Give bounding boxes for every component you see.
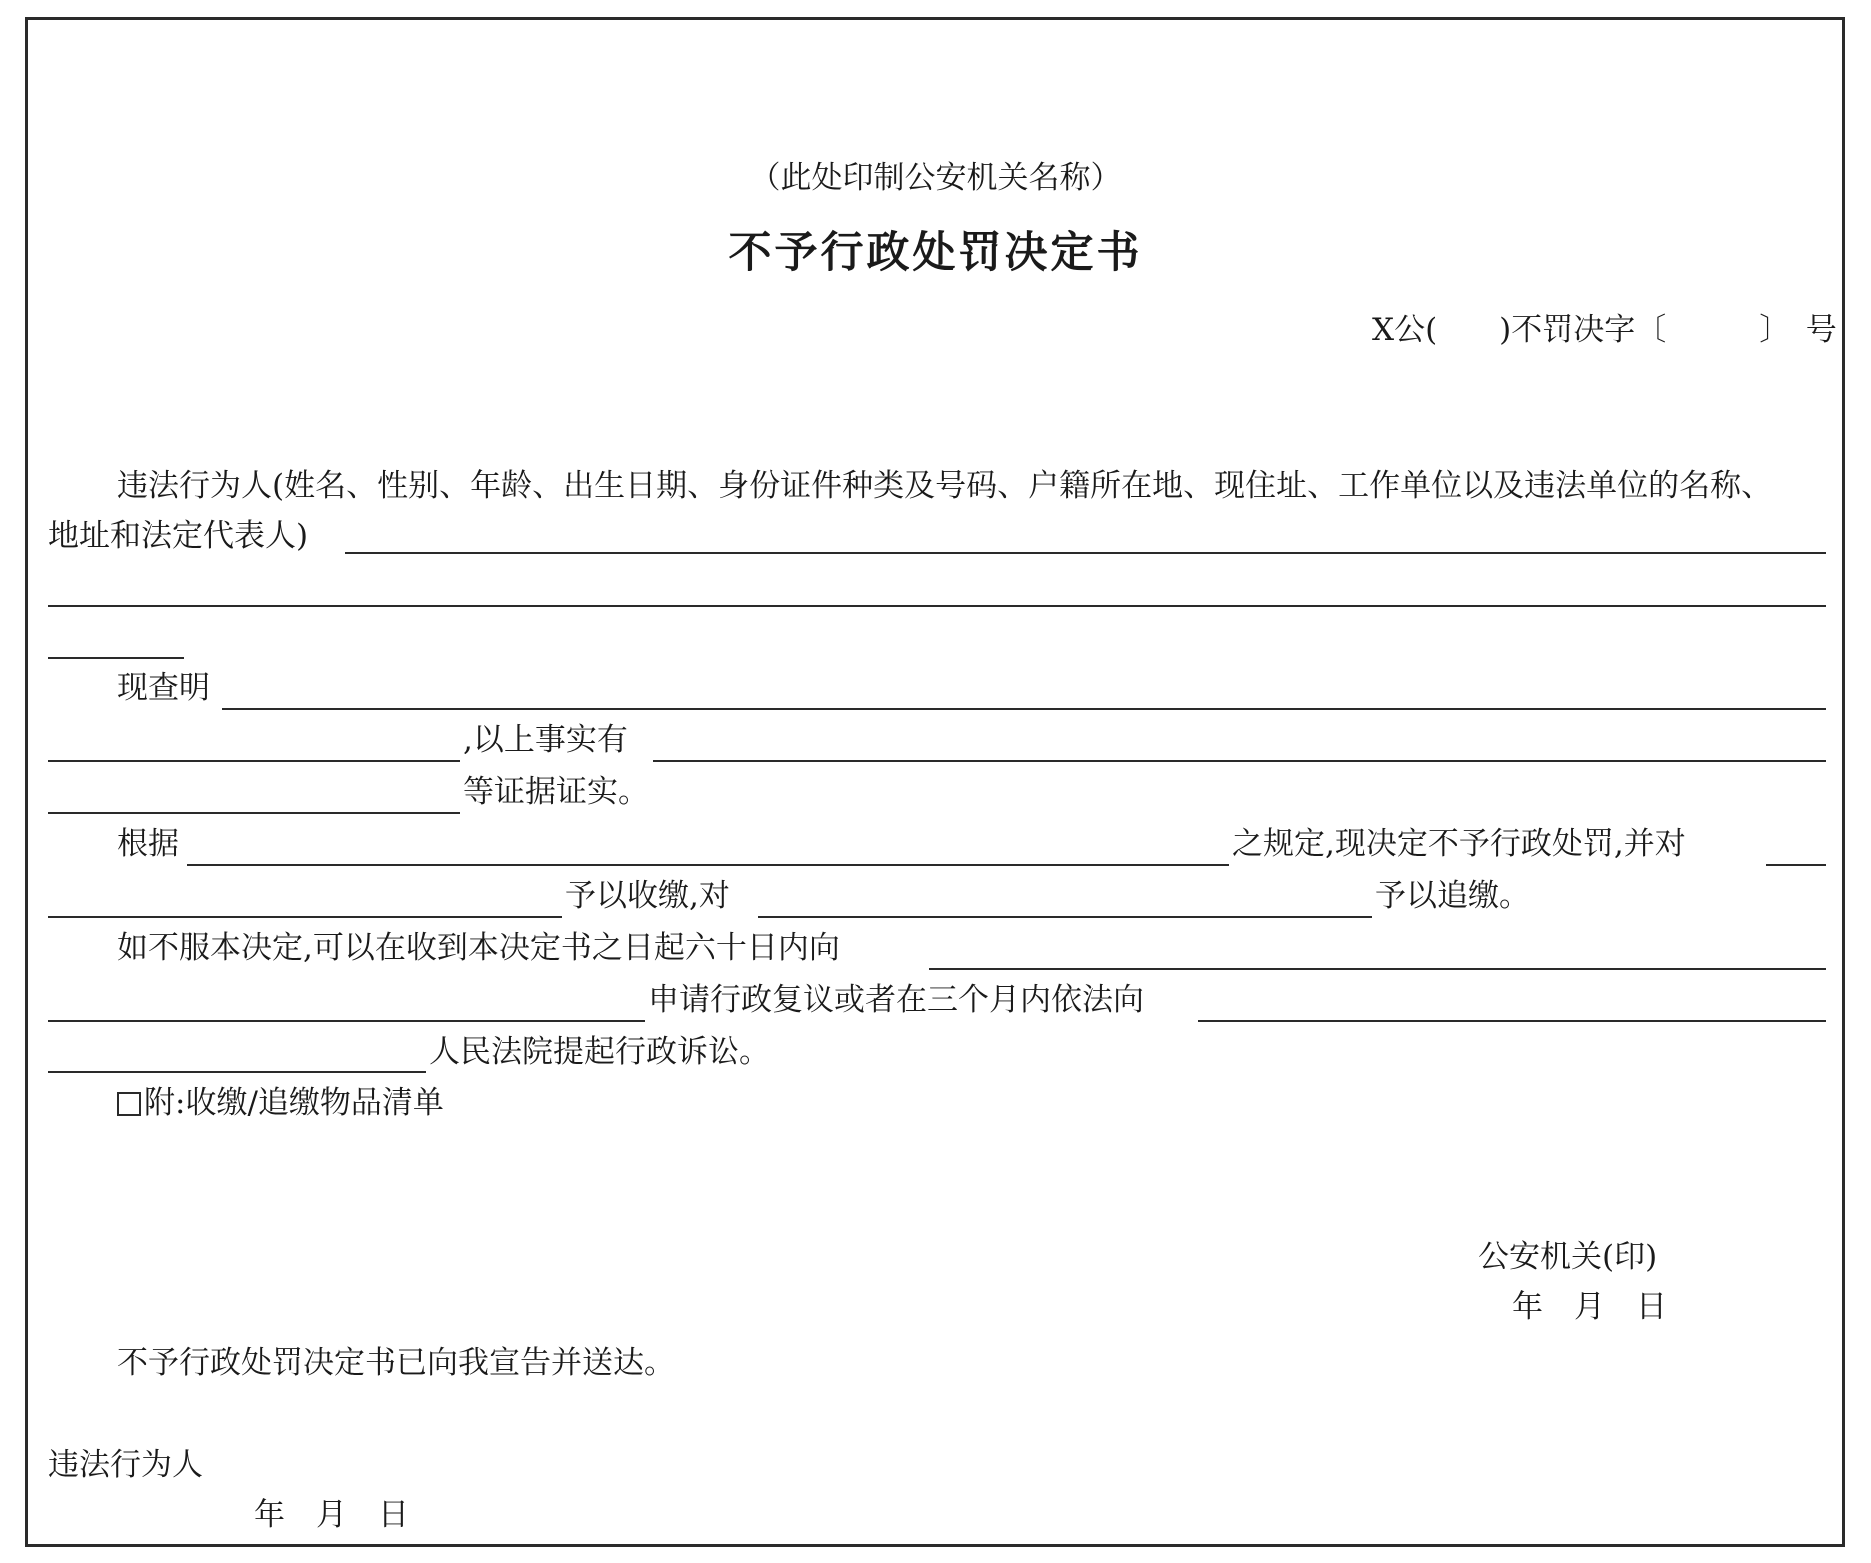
recover-label: 予以追缴。 (1375, 878, 1530, 914)
evidence-blank-2[interactable] (48, 812, 460, 814)
evidence-intro-label: ,以上事实有 (463, 722, 628, 758)
confiscate-item-blank-2[interactable] (48, 916, 562, 918)
facts-label: 现查明 (117, 670, 210, 706)
review-authority-blank-1[interactable] (929, 968, 1826, 970)
document-number: X公( )不罚决字〔 〕 号 (1372, 312, 1837, 348)
recover-item-blank[interactable] (758, 916, 1372, 918)
attachment-checkbox[interactable] (117, 1092, 141, 1116)
offender-info-label-cont: 地址和法定代表人) (48, 518, 309, 554)
court-blank-2[interactable] (48, 1071, 426, 1073)
offender-info-blank-3[interactable] (48, 657, 184, 659)
legal-basis-label: 根据 (117, 826, 179, 862)
confiscate-item-blank-1[interactable] (1766, 864, 1826, 866)
legal-basis-blank[interactable] (187, 864, 1229, 866)
facts-blank-1[interactable] (222, 708, 1826, 710)
court-blank-1[interactable] (1198, 1020, 1826, 1022)
authority-date: 年 月 日 (1512, 1289, 1667, 1325)
org-name-placeholder: （此处印制公安机关名称） (749, 160, 1122, 196)
offender-info-blank-1[interactable] (345, 552, 1826, 554)
receipt-statement: 不予行政处罚决定书已向我宣告并送达。 (117, 1345, 675, 1381)
confiscate-label: 予以收缴,对 (565, 878, 730, 914)
appeal-notice-label-2: 申请行政复议或者在三个月内依法向 (648, 982, 1144, 1018)
appeal-notice-label: 如不服本决定,可以在收到本决定书之日起六十日内向 (117, 930, 840, 966)
review-authority-blank-2[interactable] (48, 1020, 645, 1022)
offender-info-label: 违法行为人(姓名、性别、年龄、出生日期、身份证件种类及号码、户籍所在地、现住址、工作单位以及违法单位的名称、 (117, 468, 1773, 504)
authority-seal: 公安机关(印) (1478, 1239, 1658, 1275)
attachment-label: 附:收缴/追缴物品清单 (144, 1085, 444, 1121)
document-title: 不予行政处罚决定书 (728, 228, 1143, 278)
evidence-blank-1[interactable] (653, 760, 1826, 762)
offender-info-blank-2[interactable] (48, 605, 1826, 607)
offender-date: 年 月 日 (254, 1497, 409, 1533)
offender-signature-label: 违法行为人 (48, 1447, 203, 1483)
appeal-notice-label-3: 人民法院提起行政诉讼。 (429, 1034, 770, 1070)
attachment-row[interactable] (117, 1083, 444, 1123)
facts-blank-2[interactable] (48, 760, 460, 762)
evidence-confirmed-label: 等证据证实。 (463, 774, 649, 810)
decision-label: 之规定,现决定不予行政处罚,并对 (1232, 826, 1686, 862)
